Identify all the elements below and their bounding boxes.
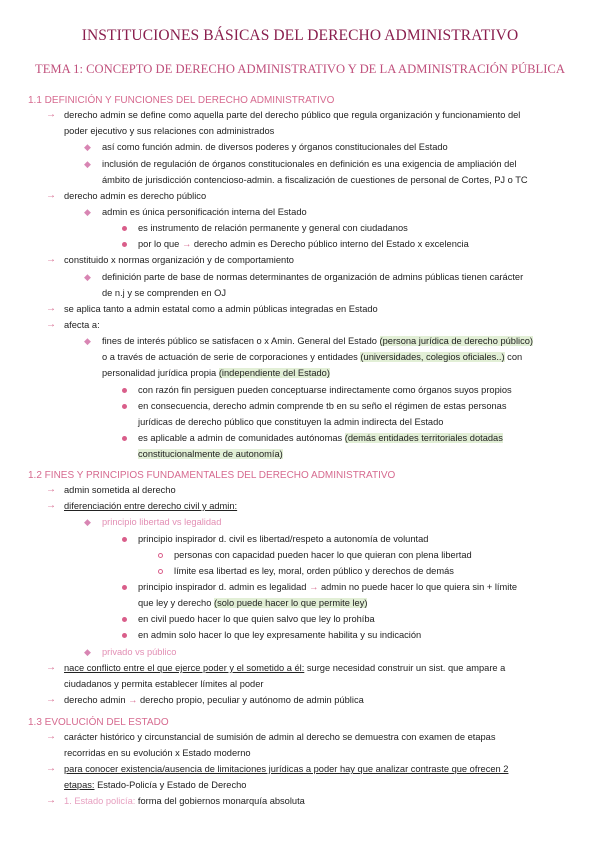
text-line: etapas: Estado-Policía y Estado de Derecho	[64, 780, 247, 790]
text-line: límite esa libertad es ley, moral, orden público y derechos de demás	[174, 566, 454, 576]
text-line: por lo que → derecho admin es Derecho público interno del Estado x excelencia	[138, 239, 469, 249]
arrow-bullet-icon: →	[46, 763, 56, 774]
arrow-icon: →	[309, 582, 319, 592]
text-line: en consecuencia, derecho admin comprende tb en su seño el régimen de estas personas	[138, 401, 507, 411]
text-line: jurídicas de derecho público que constituyen la admin indirecta del Estado	[138, 417, 444, 427]
text-line: diferenciación entre derecho civil y admin:	[64, 501, 238, 511]
arrow-bullet-icon: →	[46, 254, 56, 265]
highlight: (persona jurídica de derecho público)	[379, 336, 534, 346]
text-line: de n.j y se comprenden en OJ	[102, 288, 227, 298]
text-line: es instrumento de relación permanente y general con ciudadanos	[138, 223, 408, 233]
text-line: para conocer existencia/ausencia de limitaciones jurídicas a poder hay que analizar contraste que ofrecen 2	[64, 764, 509, 774]
text-line: ciudadanos y permita establecer límites al poder	[64, 679, 264, 689]
arrow-bullet-icon: →	[46, 484, 56, 495]
dot-bullet-icon	[122, 404, 127, 409]
arrow-bullet-icon: →	[46, 731, 56, 742]
text-line: se aplica tanto a admin estatal como a admin públicas integradas en Estado	[64, 304, 378, 314]
dot-bullet-icon	[122, 617, 127, 622]
text-line: o a través de actuación de serie de corporaciones y entidades (universidades, colegios oficiales..) con	[102, 352, 523, 362]
circle-bullet-icon	[158, 553, 163, 558]
dot-bullet-icon	[122, 226, 127, 231]
section-heading-1-3: 1.3 EVOLUCIÓN DEL ESTADO	[28, 717, 169, 728]
dot-bullet-icon	[122, 388, 127, 393]
dot-bullet-icon	[122, 242, 127, 247]
text-line: derecho admin se define como aquella parte del derecho público que regula organización y funcionamiento del	[64, 110, 521, 120]
arrow-bullet-icon: →	[46, 109, 56, 120]
highlight: constitucionalmente de autonomía)	[138, 449, 283, 459]
text-line: carácter histórico y circunstancial de sumisión de admin al derecho se demuestra con examen de etapas	[64, 732, 496, 742]
circle-bullet-icon	[158, 569, 163, 574]
dot-bullet-icon	[122, 436, 127, 441]
document-title: INSTITUCIONES BÁSICAS DEL DERECHO ADMINISTRATIVO	[81, 27, 519, 44]
diamond-bullet-icon: ◆	[84, 336, 91, 346]
highlight: (universidades, colegios oficiales..)	[360, 352, 505, 362]
text-line: ámbito de jurisdicción contencioso-admin. a fiscalización de cuestiones de personal de Cortes, PJ o TC	[102, 175, 528, 185]
arrow-icon: →	[128, 695, 138, 705]
text-line: fines de interés público se satisfacen o x Amin. General del Estado (persona jurídica de derecho público)	[102, 336, 534, 346]
text-line: admin sometida al derecho	[64, 485, 176, 495]
text-line: en civil puedo hacer lo que quien salvo que ley lo prohíba	[138, 614, 375, 624]
text-line: privado vs público	[102, 647, 177, 657]
text-line: así como función admin. de diversos poderes y órganos constitucionales del Estado	[102, 142, 448, 152]
text-line: principio inspirador d. admin es legalidad → admin no puede hacer lo que quiera sin + límite	[138, 582, 518, 592]
highlight: (demás entidades territoriales dotadas	[344, 433, 503, 443]
text-line: con razón fin persiguen pueden conceptuarse indirectamente como órganos suyos propios	[138, 385, 512, 395]
diamond-bullet-icon: ◆	[84, 647, 91, 657]
highlight: (solo puede hacer lo que permite ley)	[213, 598, 368, 608]
diamond-bullet-icon: ◆	[84, 207, 91, 217]
text-line: derecho admin es derecho público	[64, 191, 207, 201]
diamond-bullet-icon: ◆	[84, 159, 91, 169]
text-line: recorridas en su evolución x Estado moderno	[64, 748, 251, 758]
arrow-bullet-icon: →	[46, 694, 56, 705]
section-heading-1-1: 1.1 DEFINICIÓN Y FUNCIONES DEL DERECHO ADMINISTRATIVO	[28, 95, 335, 106]
text-line: admin es única personificación interna del Estado	[102, 207, 307, 217]
diamond-bullet-icon: ◆	[84, 272, 91, 282]
text-line: constituido x normas organización y de comportamiento	[64, 255, 294, 265]
text-line: inclusión de regulación de órganos constitucionales en definición es una exigencia de ampliación del	[102, 159, 517, 169]
arrow-bullet-icon: →	[46, 795, 56, 806]
text-line: nace conflicto entre el que ejerce poder y el sometido a él: surge necesidad construir un sist. que ampare a	[64, 663, 506, 673]
text-line: principio inspirador d. civil es libertad/respeto a autonomía de voluntad	[138, 534, 429, 544]
dot-bullet-icon	[122, 585, 127, 590]
diamond-bullet-icon: ◆	[84, 517, 91, 527]
text-line: personalidad jurídica propia (independiente del Estado)	[102, 368, 330, 378]
section-heading-1-2: 1.2 FINES Y PRINCIPIOS FUNDAMENTALES DEL DERECHO ADMINISTRATIVO	[28, 470, 396, 481]
text-line: definición parte de base de normas determinantes de organización de admins públicas tienen carácter	[102, 272, 524, 282]
text-line: es aplicable a admin de comunidades autónomas (demás entidades territoriales dotadas	[138, 433, 503, 443]
arrow-bullet-icon: →	[46, 303, 56, 314]
arrow-bullet-icon: →	[46, 500, 56, 511]
text-line: principio libertad vs legalidad	[102, 517, 222, 527]
text-line: 1. Estado policía: forma del gobiernos monarquía absoluta	[64, 796, 305, 806]
text-line	[138, 446, 283, 462]
text-line: afecta a:	[64, 320, 100, 330]
arrow-bullet-icon: →	[46, 190, 56, 201]
arrow-icon: →	[181, 239, 192, 249]
text-line: poder ejecutivo y sus relaciones con administrados	[64, 126, 275, 136]
diamond-bullet-icon: ◆	[84, 142, 91, 152]
text-line: personas con capacidad pueden hacer lo que quieran con plena libertad	[174, 550, 472, 560]
text-line: derecho admin → derecho propio, peculiar y autónomo de admin pública	[64, 695, 364, 705]
dot-bullet-icon	[122, 633, 127, 638]
arrow-bullet-icon: →	[46, 662, 56, 673]
arrow-bullet-icon: →	[46, 319, 56, 330]
dot-bullet-icon	[122, 537, 127, 542]
highlight: (independiente del Estado)	[218, 368, 330, 378]
document-subtitle: TEMA 1: CONCEPTO DE DERECHO ADMINISTRATIVO Y DE LA ADMINISTRACIÓN PÚBLICA	[35, 62, 565, 76]
text-line: que ley y derecho (solo puede hacer lo que permite ley)	[138, 598, 368, 608]
text-line: en admin solo hacer lo que ley expresamente habilita y su indicación	[138, 630, 422, 640]
